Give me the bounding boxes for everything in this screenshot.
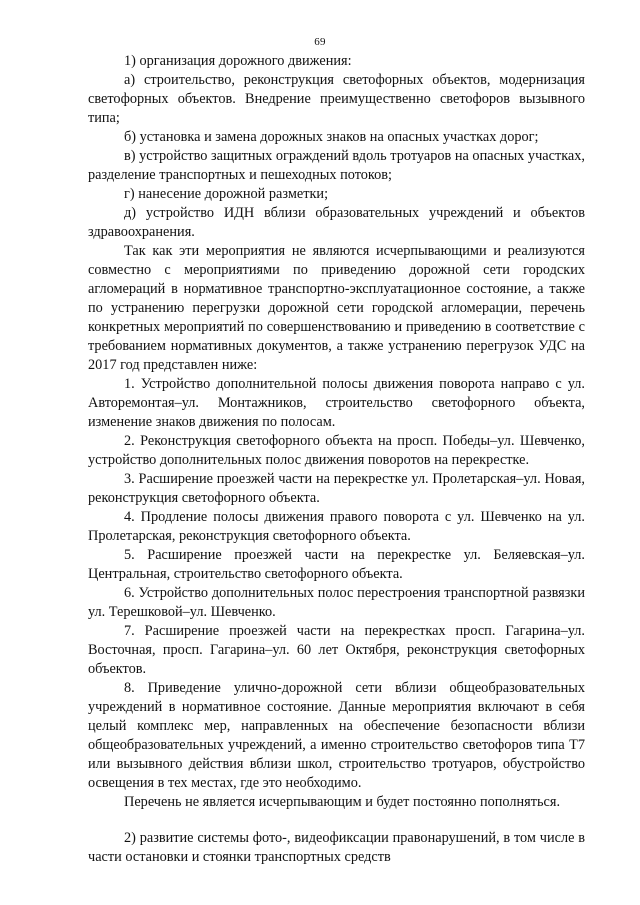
list-item-3: 3. Расширение проезжей части на перекрестке ул. Пролетарская–ул. Новая, реконструкция светофорного объекта.	[88, 471, 585, 506]
paragraph-spacer	[88, 812, 585, 829]
page-number: 69	[314, 36, 326, 48]
list-item-8: 8. Приведение улично-дорожной сети вблизи общеобразовательных учреждений в нормативное состояние. Данные мероприятия включают в себя целый комплекс мер, направленных на обеспечение безопасности вблизи общеобразовательных учреждений, а именно строительство светофоров типа Т7 или вызывного действия вблизи школ, строительство тротуаров, обустройство освещения в тех местах, где это необходимо.	[88, 680, 585, 791]
paragraph-measures-intro: Так как эти мероприятия не являются исчерпывающими и реализуются совместно с мероприятиями по приведению дорожной сети городских агломераций в нормативное транспортно-эксплуатационное состояние, а также по устранению перегрузки дорожной сети городской агломерации, перечень конкретных мероприятий по совершенствованию и приведению в соответствие с требованием нормативных документов, а также устранению перегрузок УДС на 2017 год представлен ниже:	[88, 243, 585, 373]
list-item-5: 5. Расширение проезжей части на перекрестке ул. Беляевская–ул. Центральная, строительство светофорного объекта.	[88, 547, 585, 582]
paragraph-item-d: д) устройство ИДН вблизи образовательных учреждений и объектов здравоохранения.	[88, 205, 585, 240]
document-body	[88, 52, 585, 867]
paragraph-list-note: Перечень не является исчерпывающим и будет постоянно пополняться.	[124, 794, 561, 810]
list-item-7: 7. Расширение проезжей части на перекрестках просп. Гагарина–ул. Восточная, просп. Гагарина–ул. 60 лет Октября, реконструкция светофорных объектов.	[88, 623, 585, 677]
list-item-1: 1. Устройство дополнительной полосы движения поворота направо с ул. Авторемонтая–ул. Монтажников, строительство светофорного объекта, изменение знаков движения по полосам.	[88, 376, 585, 430]
paragraph-item-b: б) установка и замена дорожных знаков на опасных участках дорог;	[124, 129, 539, 145]
list-item-4: 4. Продление полосы движения правого поворота с ул. Шевченко на ул. Пролетарская, реконструкция светофорного объекта.	[88, 509, 585, 544]
paragraph-item-v: в) устройство защитных ограждений вдоль тротуаров на опасных участках, разделение транспортных и пешеходных потоков;	[88, 148, 585, 183]
paragraph-item-a: а) строительство, реконструкция светофорных объектов, модернизация светофорных объектов. Внедрение преимущественно светофоров вызывного типа;	[88, 72, 585, 126]
paragraph-photo-video-fixation: 2) развитие системы фото-, видеофиксации правонарушений, в том числе в части остановки и стоянки транспортных средств	[88, 830, 585, 865]
list-item-2: 2. Реконструкция светофорного объекта на просп. Победы–ул. Шевченко, устройство дополнительных полос движения поворотов на перекрестке.	[88, 433, 585, 468]
paragraph-traffic-organization: 1) организация дорожного движения:	[124, 53, 352, 69]
list-item-6: 6. Устройство дополнительных полос перестроения транспортной развязки ул. Терешковой–ул. Шевченко.	[88, 585, 585, 620]
paragraph-item-g: г) нанесение дорожной разметки;	[124, 186, 329, 202]
